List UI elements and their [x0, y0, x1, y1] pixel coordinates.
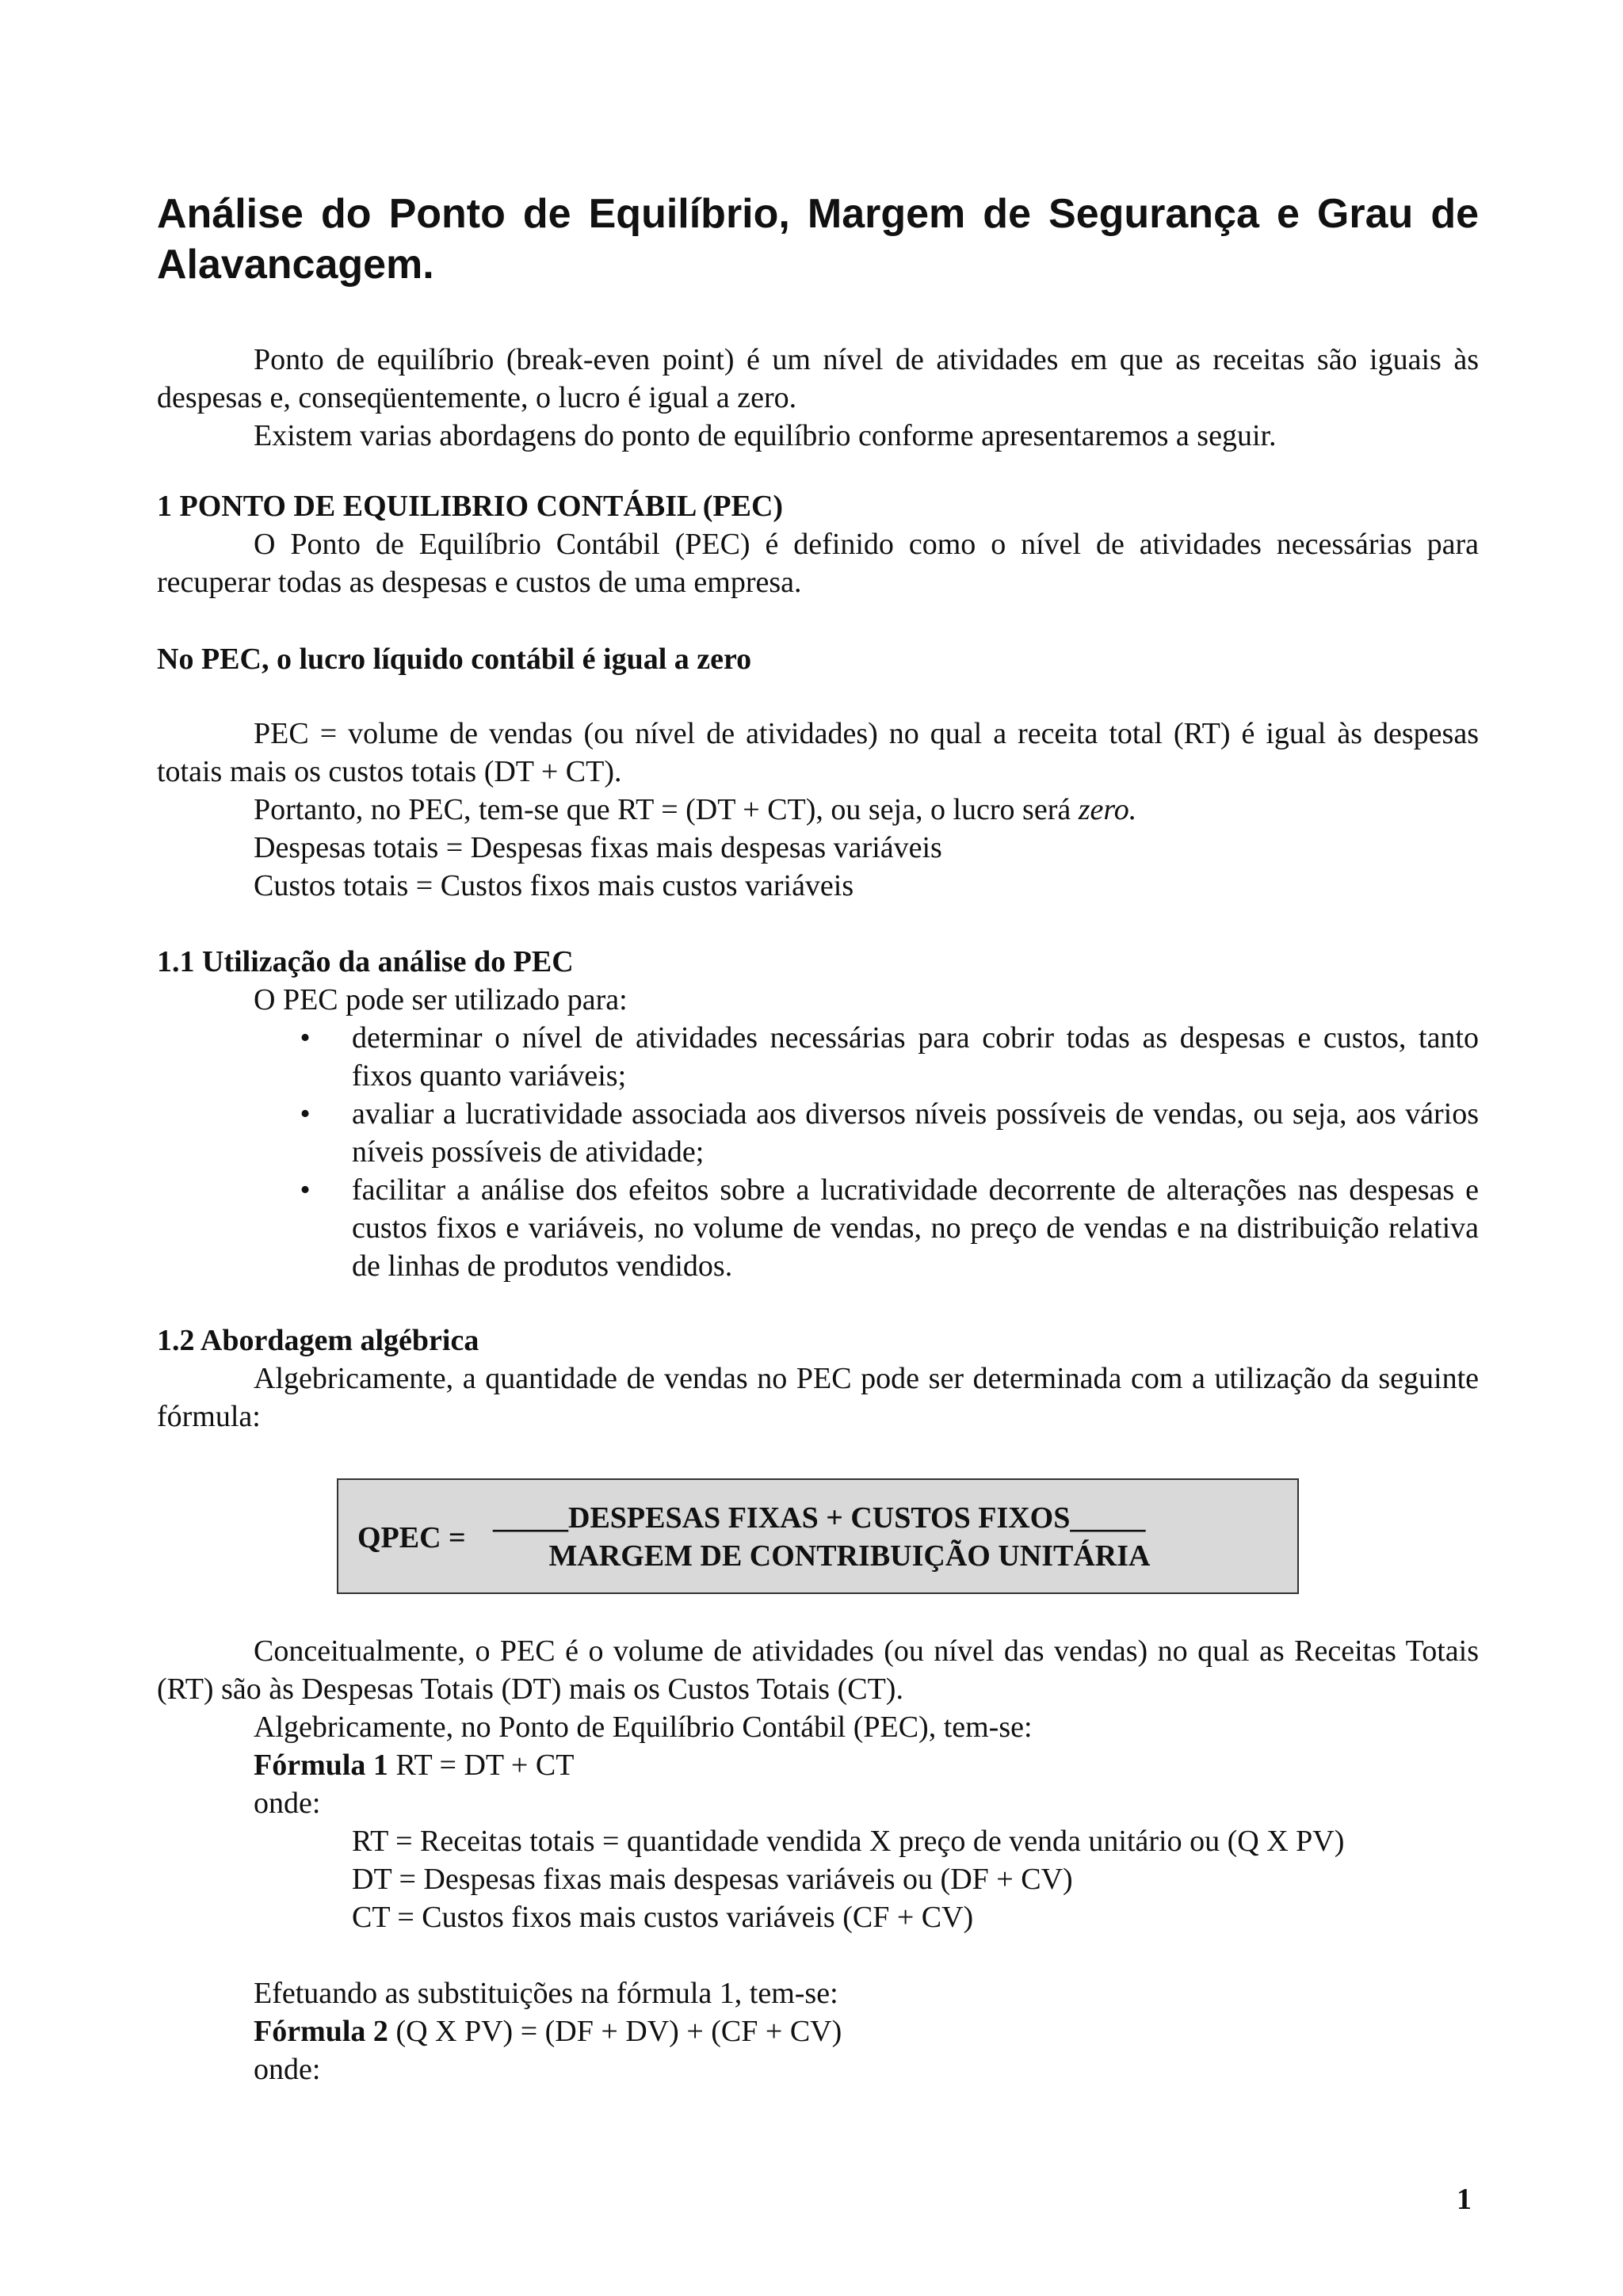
efetuando-line: Efetuando as substituições na fórmula 1, tem-se: [254, 1977, 838, 2010]
section-1-1-lead: O PEC pode ser utilizado para: [254, 983, 628, 1016]
formula-denominator: MARGEM DE CONTRIBUIÇÃO UNITÁRIA [548, 1539, 1151, 1573]
list-item-text: facilitar a análise dos efeitos sobre a lucratividade decorrente de alterações nas despesas e custos fixos e variáveis, no volume de vendas, no preço de vendas e na distribuição relativa de linhas de produtos vendidos. [352, 1173, 1479, 1283]
formula-2-label: Fórmula 2 [254, 2015, 388, 2048]
pec-bold-statement: No PEC, o lucro líquido contábil é igual a zero [157, 643, 752, 676]
despesas-totais-line: Despesas totais = Despesas fixas mais despesas variáveis [254, 831, 942, 864]
algebraic-line: Algebricamente, no Ponto de Equilíbrio Contábil (PEC), tem-se: [254, 1711, 1033, 1744]
section-1-2 [157, 1322, 1479, 1436]
intro-paragraph-1: Ponto de equilíbrio (break-even point) é um nível de atividades em que as receitas são iguais às despesas e, conseqüentemente, o lucro é igual a zero. [157, 343, 1479, 414]
formula-1-expr: RT = DT + CT [388, 1749, 575, 1782]
formula-2-expr: (Q X PV) = (DF + DV) + (CF + CV) [388, 2015, 842, 2048]
section-1-heading: 1 PONTO DE EQUILIBRIO CONTÁBIL (PEC) [157, 490, 784, 523]
page-number: 1 [1457, 2183, 1472, 2216]
portanto-text: Portanto, no PEC, tem-se que RT = (DT + CT), ou seja, o lucro será [254, 793, 1079, 826]
definition-ct: CT = Custos fixos mais custos variáveis (CF + CV) [352, 1901, 974, 1934]
portanto-line [157, 791, 1479, 829]
pec-statement-block [157, 640, 1479, 678]
bullet-icon: • [300, 1097, 311, 1131]
definition-rt: RT = Receitas totais = quantidade vendida X preço de venda unitário ou (Q X PV) [352, 1825, 1345, 1858]
pec-uses-list [157, 1019, 1479, 1285]
onde-label: onde: [254, 1787, 321, 1820]
section-1 [157, 487, 1479, 601]
list-item-text: determinar o nível de atividades necessárias para cobrir todas as despesas e custos, tanto fixos quanto variáveis; [352, 1021, 1479, 1093]
bullet-icon: • [300, 1173, 311, 1207]
formula-lhs: QPEC = [357, 1521, 466, 1554]
intro-paragraph-2: Existem varias abordagens do ponto de equilíbrio conforme apresentaremos a seguir. [254, 419, 1277, 452]
formula-2-line [157, 2012, 1479, 2050]
pec-definition-block [157, 715, 1479, 905]
onde-label-2: onde: [254, 2053, 321, 2086]
intro [157, 341, 1479, 455]
list-item [157, 1171, 1479, 1285]
section-1-2-paragraph: Algebricamente, a quantidade de vendas no PEC pode ser determinada com a utilização da seguinte fórmula: [157, 1362, 1479, 1433]
pec-definition: PEC = volume de vendas (ou nível de atividades) no qual a receita total (RT) é igual às despesas totais mais os custos totais (DT + CT). [157, 717, 1479, 788]
portanto-italic: zero. [1078, 793, 1137, 826]
document-title: Análise do Ponto de Equilíbrio, Margem de Segurança e Grau de Alavancagem. [157, 191, 1479, 288]
section-1-1 [157, 943, 1479, 1285]
formula-numerator: _____DESPESAS FIXAS + CUSTOS FIXOS_____ [493, 1501, 1146, 1535]
concept-block [157, 1632, 1479, 1936]
formula-1-line [157, 1746, 1479, 1784]
section-1-paragraph: O Ponto de Equilíbrio Contábil (PEC) é definido como o nível de atividades necessárias para recuperar todas as despesas e custos de uma empresa. [157, 528, 1479, 599]
formula-1-label: Fórmula 1 [254, 1749, 388, 1782]
qpec-formula-box [337, 1478, 1299, 1594]
substitution-block [157, 1974, 1479, 2088]
concept-paragraph: Conceitualmente, o PEC é o volume de atividades (ou nível das vendas) no qual as Receitas Totais (RT) são às Despesas Totais (DT) mais os Custos Totais (CT). [157, 1634, 1479, 1706]
list-item [157, 1019, 1479, 1095]
definition-dt: DT = Despesas fixas mais despesas variáveis ou (DF + CV) [352, 1863, 1073, 1896]
list-item-text: avaliar a lucratividade associada aos diversos níveis possíveis de vendas, ou seja, aos vários níveis possíveis de atividade; [352, 1097, 1479, 1169]
custos-totais-line: Custos totais = Custos fixos mais custos variáveis [254, 869, 854, 902]
list-item [157, 1095, 1479, 1171]
section-1-1-heading: 1.1 Utilização da análise do PEC [157, 945, 574, 978]
section-1-2-heading: 1.2 Abordagem algébrica [157, 1324, 479, 1357]
bullet-icon: • [300, 1021, 311, 1055]
